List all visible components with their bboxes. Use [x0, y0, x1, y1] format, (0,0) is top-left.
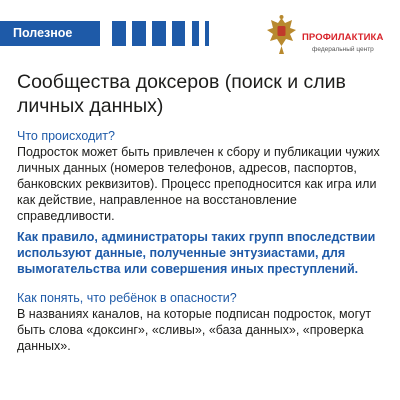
decorative-bar [192, 21, 199, 46]
section-what-happens [17, 128, 387, 224]
section-how-to-tell [17, 290, 387, 354]
logo-title: ПРОФИЛАКТИКА [302, 32, 384, 43]
section-highlight [17, 229, 387, 277]
section-question: Как понять, что ребёнок в опасности? [17, 291, 237, 305]
decorative-bar [172, 21, 185, 46]
section-body: В названиях каналов, на которые подписан подросток, могут быть слова «доксинг», «сливы», «база данных», «проверка данных». [17, 307, 372, 353]
double-headed-eagle-emblem-icon [265, 14, 298, 56]
logo-subtitle: федеральный центр [312, 46, 374, 53]
section-question: Что происходит? [17, 129, 115, 143]
highlight-text: Как правило, администраторы таких групп впоследствии используют данные, полученные энтузиастами, для вымогательства или совершения иных преступлений. [17, 230, 376, 276]
decorative-bar [112, 21, 126, 46]
section-body: Подросток может быть привлечен к сбору и публикации чужих личных данных (номеров телефонов, адресов, паспортов, банковских реквизитов). Процесс преподносится как игра или как действие, направленное на восстановление справедливости. [17, 145, 380, 223]
decorative-bar [205, 21, 209, 46]
category-tag: Полезное [0, 21, 100, 46]
decorative-bar [132, 21, 146, 46]
decorative-bar [152, 21, 166, 46]
page-title: Сообщества доксеров (поиск и слив личных данных) [17, 71, 346, 117]
